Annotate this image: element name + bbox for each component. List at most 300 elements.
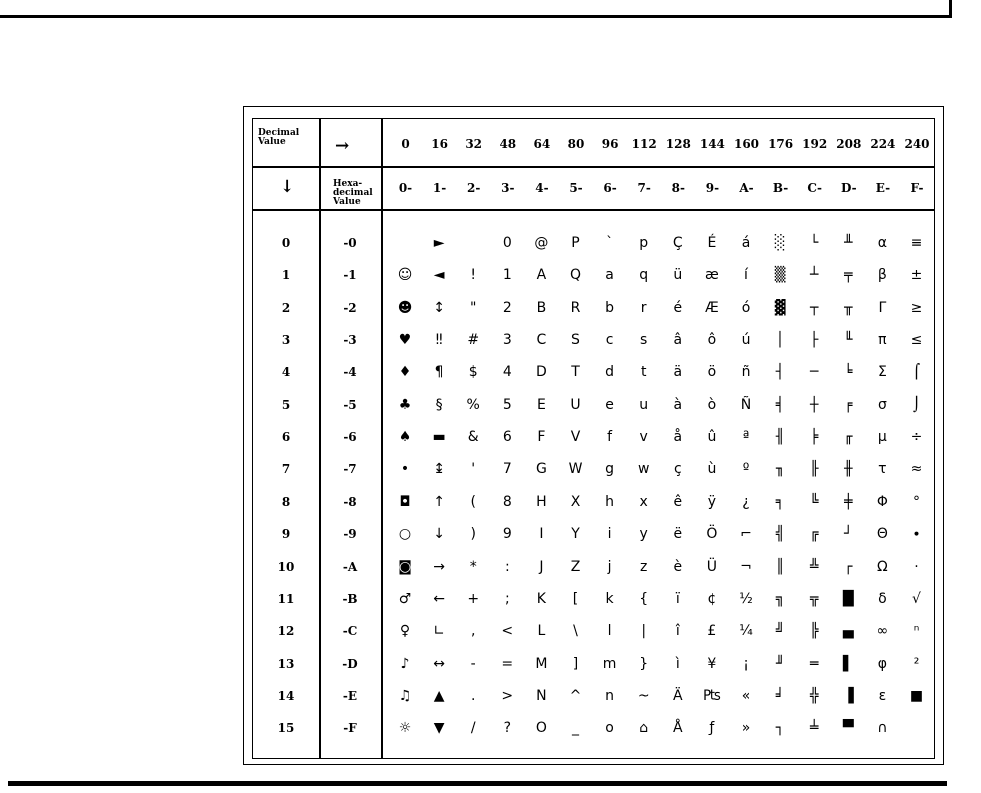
hex-row-label: -B: [342, 591, 358, 606]
character-cell: ": [469, 299, 477, 316]
character-cell: ╡: [775, 396, 785, 413]
divider-line: [319, 119, 321, 758]
character-cell: τ: [878, 461, 887, 478]
character-cell: º: [742, 461, 750, 478]
character-cell: ÷: [910, 429, 923, 446]
decimal-row-label: 12: [277, 624, 295, 639]
character-cell: ó: [741, 299, 751, 316]
decimal-row-label: 6: [281, 430, 291, 445]
character-cell: δ: [878, 590, 887, 607]
hex-row-label: -A: [342, 559, 358, 574]
decimal-row-label: 10: [277, 559, 295, 574]
character-cell: R: [570, 299, 581, 316]
decimal-column-header: 80: [567, 137, 585, 151]
character-cell: :: [504, 558, 510, 575]
character-cell: ►: [433, 235, 445, 251]
character-cell: ]: [572, 655, 579, 672]
bottom-rule: [8, 781, 947, 786]
character-cell: ,: [470, 623, 476, 640]
character-cell: q: [639, 267, 649, 284]
decimal-column-header: 0: [401, 137, 410, 151]
decimal-row-label: 13: [277, 656, 295, 671]
hex-row-label: -C: [342, 624, 358, 639]
character-cell: ~: [637, 687, 650, 704]
character-cell: 3: [502, 332, 512, 349]
hex-column-header: E-: [875, 181, 891, 195]
character-cell: ¿: [742, 493, 750, 510]
character-cell: ▒: [774, 267, 786, 284]
character-cell: d: [605, 364, 615, 381]
character-cell: ♫: [398, 687, 412, 704]
decimal-column-header: 96: [601, 137, 619, 151]
character-cell: -: [470, 655, 476, 672]
character-cell: ╫: [844, 461, 853, 478]
decimal-row-label: 15: [277, 721, 295, 736]
character-cell: @: [534, 235, 549, 251]
character-cell: ╗: [775, 590, 785, 607]
character-cell: ←: [433, 590, 445, 607]
character-cell: |: [641, 623, 647, 640]
character-cell: ♣: [398, 396, 412, 413]
character-cell: ╞: [809, 429, 819, 446]
character-cell: <: [501, 623, 514, 640]
hex-row-label: -1: [343, 268, 357, 283]
character-cell: ╥: [844, 299, 853, 316]
character-cell: ╬: [809, 687, 819, 704]
character-cell: ∩: [877, 720, 888, 737]
character-cell: ╔: [809, 526, 819, 543]
character-cell: t: [640, 364, 647, 381]
hex-row-label: -D: [342, 656, 358, 671]
character-cell: π: [878, 332, 887, 349]
hex-row-label: -E: [342, 688, 358, 703]
character-cell: 5: [502, 396, 512, 413]
character-cell: ╓: [844, 429, 853, 446]
divider-line: [253, 166, 934, 168]
character-cell: ⌠: [912, 364, 921, 381]
character-cell: ≈: [910, 461, 923, 478]
character-cell: O: [535, 720, 547, 737]
hex-row-label: -9: [343, 527, 357, 542]
character-cell: ─: [809, 364, 819, 381]
character-cell: ò: [707, 396, 717, 413]
character-cell: f: [607, 429, 613, 446]
character-cell: ╧: [809, 720, 819, 737]
decimal-row-label: 3: [281, 333, 291, 348]
character-cell: ▬: [432, 429, 446, 446]
character-cell: g: [605, 461, 615, 478]
hex-column-header: 7-: [637, 181, 651, 195]
character-cell: c: [605, 332, 614, 349]
decimal-column-header: 208: [836, 137, 862, 151]
character-cell: ◘: [399, 493, 411, 510]
character-cell: °: [913, 493, 920, 510]
character-cell: J: [539, 558, 544, 575]
character-cell: ┴: [809, 267, 819, 284]
decimal-row-label: 1: [281, 268, 291, 283]
character-cell: ¡: [743, 655, 749, 672]
character-cell: &: [467, 429, 479, 446]
character-cell: ¶: [434, 364, 444, 381]
character-cell: ┌: [844, 558, 853, 575]
hex-column-header: C-: [807, 181, 822, 195]
character-code-table: [252, 118, 935, 759]
top-frame: [0, 0, 952, 18]
character-cell: ┼: [809, 396, 819, 413]
character-cell: β: [877, 267, 887, 284]
decimal-row-label: 14: [277, 688, 295, 703]
character-cell: Y: [571, 526, 580, 543]
character-cell: ♪: [400, 655, 410, 672]
hex-row-label: -4: [343, 365, 357, 380]
hex-column-header: 2-: [467, 181, 481, 195]
character-cell: ≤: [910, 332, 923, 349]
hex-column-header: 9-: [705, 181, 720, 195]
character-cell: æ: [705, 267, 719, 284]
character-cell: ^: [569, 687, 582, 704]
character-cell: T: [571, 364, 580, 381]
character-cell: 9: [502, 526, 512, 543]
hex-column-header: D-: [840, 181, 857, 195]
character-cell: n: [605, 687, 615, 704]
hex-column-header: F-: [910, 181, 924, 195]
character-cell: N: [536, 687, 547, 704]
character-cell: K: [536, 590, 546, 607]
hex-row-label: -7: [343, 462, 357, 477]
character-cell: ↔: [433, 655, 445, 672]
character-cell: >: [501, 687, 514, 704]
character-cell: ü: [673, 267, 683, 284]
character-cell: ): [470, 526, 476, 543]
character-cell: L: [537, 623, 546, 640]
character-cell: z: [640, 558, 648, 575]
character-cell: r: [640, 299, 647, 316]
character-cell: ï: [675, 590, 680, 607]
character-cell: ù: [707, 461, 717, 478]
decimal-column-header: 112: [631, 137, 657, 151]
character-cell: j: [607, 558, 612, 575]
character-cell: ♀: [399, 623, 411, 640]
decimal-row-label: 2: [281, 300, 291, 315]
character-cell: ♥: [398, 332, 412, 349]
character-cell: ▲: [433, 687, 445, 704]
character-cell: Γ: [878, 299, 887, 316]
character-cell: #: [467, 332, 480, 349]
decimal-row-label: 5: [281, 397, 291, 412]
character-cell: =: [501, 655, 514, 672]
character-cell: ├: [809, 332, 819, 349]
character-cell: M: [535, 655, 548, 672]
character-cell: ñ: [741, 364, 751, 381]
character-cell: .: [470, 687, 476, 704]
character-cell: 6: [502, 429, 512, 446]
character-cell: ▐: [842, 687, 854, 704]
hex-row-label: -8: [343, 494, 357, 509]
hex-row-label: -2: [343, 300, 357, 315]
character-cell: ç: [673, 461, 682, 478]
character-cell: Θ: [876, 526, 888, 543]
character-cell: ₧: [702, 687, 721, 704]
character-cell: *: [469, 558, 477, 575]
character-cell: ■: [909, 687, 924, 704]
character-cell: â: [673, 332, 683, 349]
decimal-value-header: Decimal Value: [258, 128, 300, 147]
character-cell: ¼: [739, 623, 753, 640]
decimal-column-header: 128: [665, 137, 691, 151]
character-cell: ♂: [398, 590, 412, 607]
character-cell: •: [400, 461, 410, 478]
character-cell: ;: [504, 590, 510, 607]
character-cell: G: [535, 461, 547, 478]
character-cell: ╪: [844, 493, 853, 510]
character-cell: á: [741, 235, 751, 251]
hex-row-label: -0: [343, 236, 357, 250]
character-cell: o: [605, 720, 614, 737]
character-cell: H: [536, 493, 547, 510]
character-cell: ↑: [433, 493, 445, 510]
character-cell: ╨: [844, 235, 853, 251]
character-cell: 2: [502, 299, 512, 316]
character-cell: ┐: [775, 720, 785, 737]
character-cell: E: [536, 396, 546, 413]
character-cell: (: [470, 493, 476, 510]
character-cell: §: [435, 396, 443, 413]
decimal-column-header: 48: [499, 137, 517, 151]
decimal-row-label: 7: [281, 462, 291, 477]
character-cell: [: [572, 590, 579, 607]
character-cell: å: [673, 429, 683, 446]
decimal-column-header: 224: [870, 137, 896, 151]
character-cell: D: [536, 364, 547, 381]
character-cell: »: [741, 720, 751, 737]
hex-column-header: 1-: [432, 181, 447, 195]
character-cell: l: [607, 623, 612, 640]
character-cell: ‼: [435, 332, 443, 349]
hex-column-header: 8-: [671, 181, 685, 195]
character-cell: `: [606, 235, 614, 251]
character-cell: û: [707, 429, 717, 446]
character-cell: α: [877, 235, 887, 251]
character-cell: ┤: [775, 364, 785, 381]
character-cell: ╛: [775, 687, 785, 704]
hex-row-label: -6: [343, 430, 357, 445]
character-cell: ú: [741, 332, 751, 349]
character-cell: │: [775, 332, 785, 349]
character-cell: └: [809, 235, 819, 251]
character-cell: ☼: [398, 720, 412, 737]
character-cell: ╜: [775, 655, 785, 672]
decimal-row-label: 8: [281, 494, 291, 509]
character-cell: Ç: [672, 235, 683, 251]
character-cell: ▌: [842, 655, 854, 672]
character-cell: ¢: [707, 590, 717, 607]
character-cell: Ω: [877, 558, 888, 575]
character-cell: ♠: [398, 429, 412, 446]
decimal-row-label: 4: [281, 365, 291, 380]
hex-column-header: A-: [739, 181, 754, 195]
decimal-column-header: 16: [431, 137, 448, 151]
character-cell: ╠: [809, 623, 819, 640]
character-cell: █: [842, 590, 854, 607]
hex-column-header: B-: [772, 181, 789, 195]
character-cell: ╘: [844, 364, 853, 381]
character-cell: W: [568, 461, 583, 478]
right-arrow-icon: →: [335, 136, 350, 156]
character-cell: ╟: [809, 461, 819, 478]
character-cell: ê: [673, 493, 683, 510]
decimal-column-header: 32: [465, 137, 483, 151]
character-cell: 1: [502, 267, 512, 284]
down-arrow-icon: ↓: [280, 177, 295, 197]
character-cell: Ñ: [740, 396, 752, 413]
character-cell: ∟: [433, 623, 445, 640]
character-cell: ƒ: [709, 720, 715, 737]
character-cell: C: [536, 332, 547, 349]
character-cell: φ: [877, 655, 888, 672]
character-cell: ╢: [775, 429, 785, 446]
character-cell: /: [470, 720, 476, 737]
character-cell: V: [570, 429, 581, 446]
character-cell: ↓: [433, 526, 445, 543]
character-cell: k: [605, 590, 614, 607]
character-cell: í: [744, 267, 748, 284]
character-cell: m: [602, 655, 617, 672]
character-cell: i: [607, 526, 612, 543]
character-cell: 7: [502, 461, 512, 478]
character-cell: ö: [707, 364, 717, 381]
hex-row-label: -3: [343, 333, 357, 348]
character-cell: Ü: [706, 558, 718, 575]
hex-column-header: 3-: [501, 181, 515, 195]
divider-line: [253, 209, 934, 211]
character-cell: !: [470, 267, 476, 284]
character-cell: ═: [809, 655, 819, 672]
character-cell: Ä: [673, 687, 683, 704]
character-cell: [457, 231, 489, 255]
character-cell: ▀: [842, 720, 854, 737]
character-cell: ⌐: [740, 526, 752, 543]
character-cell: Z: [570, 558, 581, 575]
character-cell: ë: [673, 526, 683, 543]
character-cell: ◄: [433, 267, 445, 284]
character-cell: ⌡: [912, 396, 921, 413]
character-cell: Å: [673, 720, 683, 737]
character-cell: ¥: [707, 655, 717, 672]
character-cell: +: [467, 590, 480, 607]
divider-line: [381, 119, 383, 758]
character-cell: ì: [675, 655, 680, 672]
hex-column-header: 5-: [569, 181, 583, 195]
character-cell: X: [570, 493, 581, 510]
character-cell: ½: [739, 590, 753, 607]
character-cell: ª: [742, 429, 750, 446]
decimal-column-header: 64: [533, 137, 551, 151]
character-cell: 8: [502, 493, 512, 510]
character-cell: ╤: [844, 267, 853, 284]
character-cell: ╒: [844, 396, 853, 413]
character-cell: ≥: [910, 299, 923, 316]
character-cell: I: [539, 526, 544, 543]
character-cell: ô: [707, 332, 717, 349]
character-cell: a: [605, 267, 614, 284]
character-cell: 0: [502, 235, 512, 251]
character-cell: v: [639, 429, 648, 446]
character-cell: £: [707, 623, 717, 640]
character-cell: ║: [775, 558, 785, 575]
character-cell: ä: [673, 364, 683, 381]
character-cell: ╦: [809, 590, 819, 607]
character-cell: ¬: [740, 558, 752, 575]
character-cell: b: [605, 299, 615, 316]
character-cell: «: [741, 687, 751, 704]
character-cell: F: [537, 429, 546, 446]
decimal-row-label: 0: [281, 236, 291, 250]
character-cell: ○: [398, 526, 412, 543]
character-cell: [901, 716, 933, 740]
character-cell: ε: [878, 687, 887, 704]
decimal-column-header: 144: [699, 137, 725, 151]
decimal-row-label: 9: [281, 527, 291, 542]
character-cell: A: [536, 267, 547, 284]
character-cell: à: [673, 396, 683, 413]
character-cell: p: [639, 235, 649, 251]
character-cell: ┬: [809, 299, 819, 316]
character-cell: ▄: [842, 623, 854, 640]
character-cell: ↕: [433, 299, 445, 316]
character-cell: ☻: [397, 299, 413, 316]
character-cell: ╝: [775, 623, 785, 640]
character-cell: u: [639, 396, 649, 413]
character-cell: _: [572, 720, 579, 737]
character-cell: \: [573, 623, 578, 640]
character-cell: ∞: [876, 623, 889, 640]
character-cell: e: [605, 396, 614, 413]
character-cell: ╙: [844, 332, 853, 349]
character-cell: ╩: [809, 558, 819, 575]
character-cell: B: [536, 299, 547, 316]
character-cell: ┘: [844, 526, 853, 543]
hex-row-label: -F: [343, 721, 357, 736]
decimal-column-header: 176: [768, 137, 794, 151]
character-set-figure: [243, 106, 944, 765]
character-cell: ': [471, 461, 476, 478]
hex-column-header: 4-: [535, 181, 549, 195]
character-cell: ⁿ: [913, 623, 920, 640]
character-cell: ╕: [775, 493, 785, 510]
character-cell: Φ: [876, 493, 888, 510]
character-cell: 4: [502, 364, 512, 381]
character-cell: h: [605, 493, 615, 510]
character-cell: é: [673, 299, 683, 316]
character-cell: {: [639, 590, 649, 607]
character-cell: √: [912, 590, 921, 607]
character-cell: ∙: [912, 526, 921, 543]
character-cell: ╚: [809, 493, 819, 510]
hexadecimal-value-header: Hexa-decimal Value: [333, 179, 373, 207]
character-cell: ?: [503, 720, 512, 737]
hex-row-label: -5: [343, 397, 357, 412]
character-cell: %: [466, 396, 480, 413]
decimal-column-header: 192: [802, 137, 828, 151]
character-cell: w: [637, 461, 650, 478]
character-cell: S: [571, 332, 580, 349]
character-cell: $: [468, 364, 478, 381]
character-cell: s: [640, 332, 648, 349]
character-cell: ▓: [774, 299, 786, 316]
character-cell: Σ: [877, 364, 887, 381]
decimal-row-label: 11: [277, 591, 295, 606]
character-cell: ↨: [433, 461, 445, 478]
